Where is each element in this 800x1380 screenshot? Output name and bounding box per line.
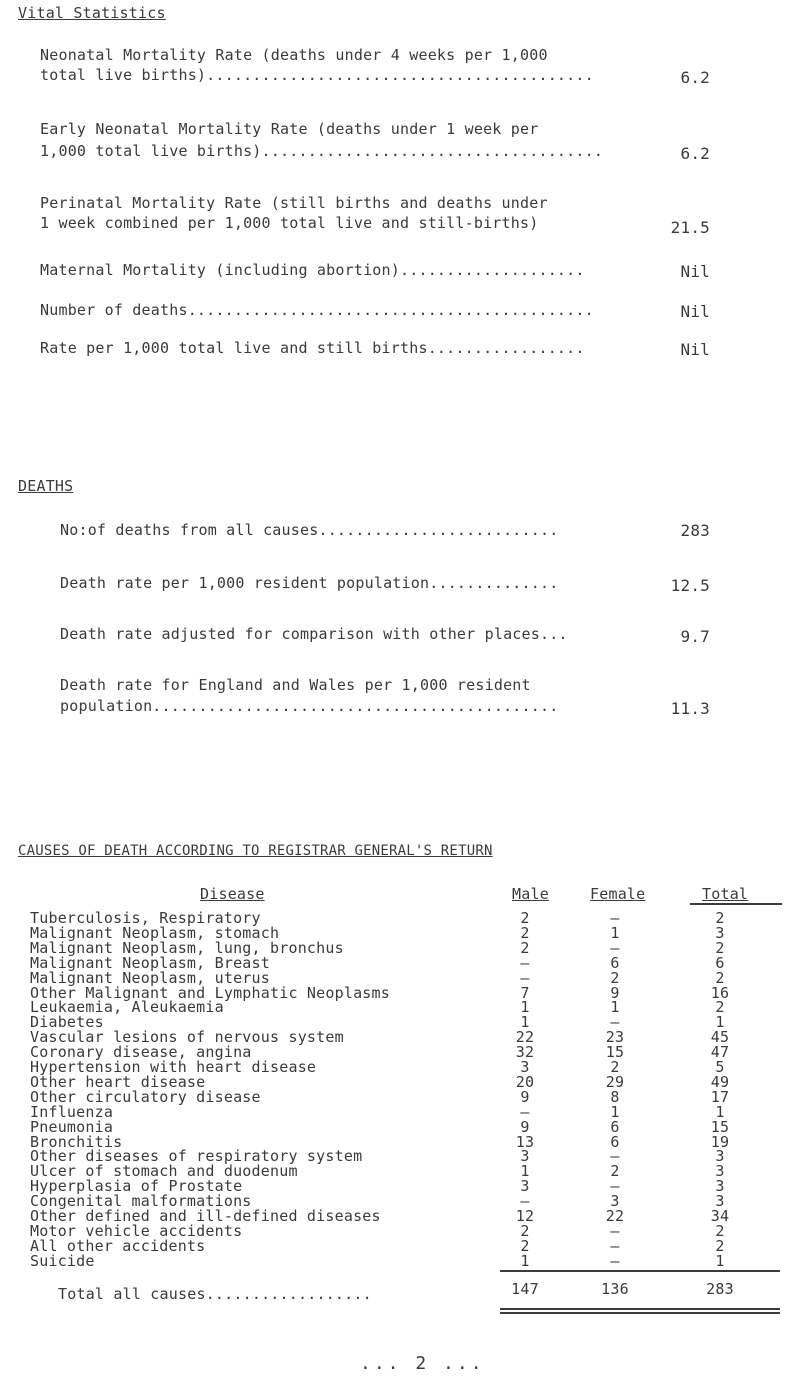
male-cell: 20: [515, 1073, 535, 1091]
female-cell: 1: [610, 1103, 620, 1121]
female-cell: –: [610, 1222, 620, 1240]
stat-label-line1: Neonatal Mortality Rate (deaths under 4 weeks per 1,000: [40, 46, 548, 64]
stat-value: 6.2: [680, 144, 710, 163]
male-cell: –: [520, 1192, 530, 1210]
male-cell: 12: [515, 1207, 535, 1225]
female-cell: 2: [610, 969, 620, 987]
disease-cell: Vascular lesions of nervous system: [30, 1028, 344, 1046]
deaths-heading: DEATHS: [18, 477, 74, 495]
female-cell: –: [610, 1252, 620, 1270]
male-cell: 2: [520, 1222, 530, 1240]
total-bottom-rule-1: [500, 1308, 780, 1310]
total-cell: 49: [710, 1073, 730, 1091]
female-cell: 22: [605, 1207, 625, 1225]
total-cell: 1: [715, 1013, 725, 1031]
stat-label-line2: total live births)..........................................: [40, 66, 594, 84]
disease-cell: Other defined and ill-defined diseases: [30, 1207, 381, 1225]
male-cell: –: [520, 954, 530, 972]
disease-cell: Hypertension with heart disease: [30, 1058, 317, 1076]
disease-cell: Malignant Neoplasm, lung, bronchus: [30, 939, 344, 957]
female-cell: 3: [610, 1192, 620, 1210]
stat-label-line1: Early Neonatal Mortality Rate (deaths under 1 week per: [40, 120, 539, 138]
stat-label-line1: Maternal Mortality (including abortion)....................: [40, 261, 585, 279]
stat-value: Nil: [680, 340, 710, 359]
total-cell: 3: [715, 1192, 725, 1210]
stat-label-line1: Rate per 1,000 total live and still births.................: [40, 339, 585, 357]
total-cell: 5: [715, 1058, 725, 1076]
disease-cell: Suicide: [30, 1252, 95, 1270]
col-header-disease: Disease: [200, 885, 265, 903]
total-cell: 19: [710, 1133, 730, 1151]
stat-label-line1: Perinatal Mortality Rate (still births and deaths under: [40, 194, 548, 212]
male-cell: 2: [520, 939, 530, 957]
total-cell: 3: [715, 1147, 725, 1165]
disease-cell: Other circulatory disease: [30, 1088, 261, 1106]
male-cell: 7: [520, 984, 530, 1002]
total-cell: 1: [715, 1252, 725, 1270]
female-cell: –: [610, 1013, 620, 1031]
disease-cell: Pneumonia: [30, 1118, 114, 1136]
male-cell: 2: [520, 909, 530, 927]
total-label: Total all causes..................: [58, 1285, 372, 1303]
total-cell: 15: [710, 1118, 730, 1136]
male-cell: 3: [520, 1177, 530, 1195]
disease-cell: Diabetes: [30, 1013, 104, 1031]
col-header-female: Female: [590, 885, 646, 903]
male-cell: –: [520, 969, 530, 987]
female-cell: 6: [610, 1118, 620, 1136]
female-cell: 9: [610, 984, 620, 1002]
male-cell: 1: [520, 1252, 530, 1270]
total-cell: 2: [715, 1222, 725, 1240]
total-cell: 2: [715, 909, 725, 927]
total-cell: 3: [715, 1162, 725, 1180]
total-cell: 2: [715, 1237, 725, 1255]
disease-cell: All other accidents: [30, 1237, 206, 1255]
total-cell: 34: [710, 1207, 730, 1225]
disease-cell: Hyperplasia of Prostate: [30, 1177, 243, 1195]
male-cell: –: [520, 1103, 530, 1121]
female-cell: 29: [605, 1073, 625, 1091]
page-heading: Vital Statistics: [18, 4, 166, 22]
disease-cell: Bronchitis: [30, 1133, 123, 1151]
male-cell: 2: [520, 1237, 530, 1255]
death-stat-label-line1: No:of deaths from all causes..........................: [60, 521, 559, 539]
stat-value: 6.2: [680, 68, 710, 87]
female-cell: –: [610, 909, 620, 927]
disease-cell: Other diseases of respiratory system: [30, 1147, 363, 1165]
total-cell: 2: [715, 998, 725, 1016]
disease-cell: Motor vehicle accidents: [30, 1222, 243, 1240]
stat-value: 21.5: [670, 218, 710, 237]
death-stat-value: 9.7: [680, 627, 710, 646]
male-cell: 13: [515, 1133, 535, 1151]
total-cell: 3: [715, 1177, 725, 1195]
disease-cell: Leukaemia, Aleukaemia: [30, 998, 224, 1016]
female-cell: –: [610, 939, 620, 957]
col-header-male: Male: [512, 885, 549, 903]
death-stat-value: 12.5: [670, 576, 710, 595]
female-cell: 15: [605, 1043, 625, 1061]
disease-cell: Other heart disease: [30, 1073, 206, 1091]
death-stat-label-line1: Death rate per 1,000 resident population..............: [60, 574, 559, 592]
total-total: 283: [706, 1280, 734, 1298]
male-cell: 3: [520, 1147, 530, 1165]
disease-cell: Malignant Neoplasm, stomach: [30, 924, 280, 942]
total-bottom-rule-2: [500, 1312, 780, 1314]
stat-label-line2: 1,000 total live births).....................................: [40, 142, 604, 160]
total-cell: 2: [715, 939, 725, 957]
female-cell: –: [610, 1237, 620, 1255]
disease-cell: Influenza: [30, 1103, 114, 1121]
male-cell: 2: [520, 924, 530, 942]
total-male: 147: [511, 1280, 539, 1298]
female-cell: 6: [610, 954, 620, 972]
total-cell: 2: [715, 969, 725, 987]
stat-label-line1: Number of deaths............................................: [40, 301, 594, 319]
total-header-rule: [690, 903, 782, 905]
disease-cell: Ulcer of stomach and duodenum: [30, 1162, 298, 1180]
disease-cell: Tuberculosis, Respiratory: [30, 909, 261, 927]
female-cell: 23: [605, 1028, 625, 1046]
female-cell: 8: [610, 1088, 620, 1106]
disease-cell: Other Malignant and Lymphatic Neoplasms: [30, 984, 390, 1002]
total-cell: 45: [710, 1028, 730, 1046]
total-female: 136: [601, 1280, 629, 1298]
stat-label-line2: 1 week combined per 1,000 total live and still-births): [40, 214, 539, 232]
male-cell: 1: [520, 1162, 530, 1180]
male-cell: 32: [515, 1043, 535, 1061]
death-stat-value: 11.3: [670, 699, 710, 718]
total-top-rule: [500, 1270, 780, 1272]
male-cell: 9: [520, 1118, 530, 1136]
female-cell: 1: [610, 998, 620, 1016]
death-stat-label-line1: Death rate adjusted for comparison with other places...: [60, 625, 568, 643]
male-cell: 3: [520, 1058, 530, 1076]
total-cell: 1: [715, 1103, 725, 1121]
total-cell: 16: [710, 984, 730, 1002]
female-cell: 2: [610, 1058, 620, 1076]
total-cell: 17: [710, 1088, 730, 1106]
female-cell: 2: [610, 1162, 620, 1180]
stat-value: Nil: [680, 302, 710, 321]
stat-value: Nil: [680, 262, 710, 281]
total-cell: 47: [710, 1043, 730, 1061]
male-cell: 22: [515, 1028, 535, 1046]
male-cell: 1: [520, 998, 530, 1016]
disease-cell: Malignant Neoplasm, Breast: [30, 954, 270, 972]
total-cell: 3: [715, 924, 725, 942]
female-cell: 1: [610, 924, 620, 942]
female-cell: –: [610, 1147, 620, 1165]
female-cell: 6: [610, 1133, 620, 1151]
male-cell: 9: [520, 1088, 530, 1106]
female-cell: –: [610, 1177, 620, 1195]
col-header-total: Total: [702, 885, 749, 903]
death-stat-value: 283: [680, 521, 710, 540]
total-cell: 6: [715, 954, 725, 972]
causes-heading: CAUSES OF DEATH ACCORDING TO REGISTRAR GENERAL'S RETURN: [18, 843, 493, 859]
disease-cell: Coronary disease, angina: [30, 1043, 252, 1061]
male-cell: 1: [520, 1013, 530, 1031]
disease-cell: Congenital malformations: [30, 1192, 252, 1210]
disease-cell: Malignant Neoplasm, uterus: [30, 969, 270, 987]
death-stat-label-line2: population............................................: [60, 697, 559, 715]
page-number: ... 2 ...: [360, 1353, 485, 1374]
death-stat-label-line1: Death rate for England and Wales per 1,000 resident: [60, 676, 531, 694]
